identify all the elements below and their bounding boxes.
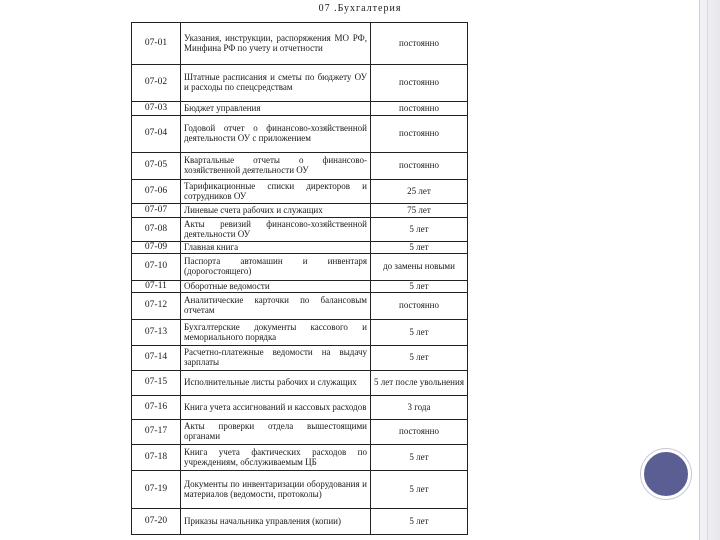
row-term: 5 лет [371, 471, 468, 509]
row-index: 07-04 [132, 116, 181, 153]
row-index: 07-14 [132, 346, 181, 371]
row-index: 07-03 [132, 102, 181, 116]
row-name: Документы по инвентаризации оборудования и материалов (ведомости, протоколы) [181, 471, 371, 509]
table-row [132, 153, 468, 180]
row-term: 3 года [371, 396, 468, 420]
row-term: 5 лет [371, 445, 468, 471]
row-term: постоянно [371, 116, 468, 153]
row-term: постоянно [371, 420, 468, 445]
row-index: 07-19 [132, 471, 181, 509]
row-name: Аналитические карточки по балансовым отчетам [181, 293, 371, 320]
row-term: 5 лет [371, 509, 468, 535]
records-retention-table [131, 22, 468, 535]
table-row [132, 420, 468, 445]
row-term: постоянно [371, 293, 468, 320]
row-name: Штатные расписания и сметы по бюджету ОУ и расходы по спецсредствам [181, 65, 371, 102]
row-name: Книга учета фактических расходов по учреждениям, обслуживаемым ЦБ [181, 445, 371, 471]
row-index: 07-20 [132, 509, 181, 535]
row-name: Указания, инструкции, распоряжения МО РФ, Минфина РФ по учету и отчетности [181, 23, 371, 65]
row-name: Акты ревизий финансово-хозяйственной деятельности ОУ [181, 218, 371, 242]
row-index: 07-01 [132, 23, 181, 65]
row-name: Паспорта автомашин и инвентаря (дорогостоящего) [181, 254, 371, 281]
table-row [132, 281, 468, 293]
row-index: 07-15 [132, 371, 181, 396]
row-name: Тарификационные списки директоров и сотрудников ОУ [181, 180, 371, 204]
table-row [132, 471, 468, 509]
row-name: Приказы начальника управления (копии) [181, 509, 371, 535]
table-row [132, 445, 468, 471]
row-term: 5 лет после увольнения [371, 371, 468, 396]
row-name: Акты проверки отдела вышестоящими органами [181, 420, 371, 445]
row-index: 07-02 [132, 65, 181, 102]
row-term: до замены новыми [371, 254, 468, 281]
decorative-circle [641, 449, 691, 499]
row-index: 07-17 [132, 420, 181, 445]
row-term: постоянно [371, 153, 468, 180]
row-index: 07-08 [132, 218, 181, 242]
row-name: Квартальные отчеты о финансово-хозяйственной деятельности ОУ [181, 153, 371, 180]
table-row [132, 218, 468, 242]
table-row [132, 509, 468, 535]
row-index: 07-13 [132, 320, 181, 346]
row-name: Годовой отчет о финансово-хозяйственной деятельности ОУ с приложением [181, 116, 371, 153]
row-name: Оборотные ведомости [181, 281, 371, 293]
row-index: 07-11 [132, 281, 181, 293]
table-row [132, 320, 468, 346]
table-row [132, 254, 468, 281]
table-row [132, 293, 468, 320]
row-term: постоянно [371, 23, 468, 65]
row-name: Главная книга [181, 242, 371, 254]
table-row [132, 242, 468, 254]
table-row [132, 204, 468, 218]
row-index: 07-18 [132, 445, 181, 471]
row-index: 07-12 [132, 293, 181, 320]
row-term: 5 лет [371, 242, 468, 254]
row-term: 5 лет [371, 320, 468, 346]
table-row [132, 116, 468, 153]
table-row [132, 102, 468, 116]
row-name: Бухгалтерские документы кассового и мемориального порядка [181, 320, 371, 346]
row-name: Бюджет управления [181, 102, 371, 116]
row-term: 5 лет [371, 346, 468, 371]
row-name: Расчетно-платежные ведомости на выдачу зарплаты [181, 346, 371, 371]
row-term: 5 лет [371, 218, 468, 242]
row-name: Книга учета ассигнований и кассовых расходов [181, 396, 371, 420]
row-name: Линевые счета рабочих и служащих [181, 204, 371, 218]
row-index: 07-06 [132, 180, 181, 204]
table-row [132, 23, 468, 65]
table-row [132, 371, 468, 396]
slide-frame-right [699, 0, 720, 540]
table-row [132, 180, 468, 204]
row-index: 07-10 [132, 254, 181, 281]
row-term: постоянно [371, 102, 468, 116]
row-index: 07-07 [132, 204, 181, 218]
row-index: 07-16 [132, 396, 181, 420]
row-index: 07-05 [132, 153, 181, 180]
row-index: 07-09 [132, 242, 181, 254]
page-title: 07 .Бухгалтерия [318, 3, 402, 14]
slide-frame-line [707, 0, 708, 540]
row-term: 75 лет [371, 204, 468, 218]
row-name: Исполнительные листы рабочих и служащих [181, 371, 371, 396]
row-term: 5 лет [371, 281, 468, 293]
table-row [132, 396, 468, 420]
row-term: постоянно [371, 65, 468, 102]
row-term: 25 лет [371, 180, 468, 204]
table-row [132, 346, 468, 371]
table-row [132, 65, 468, 102]
